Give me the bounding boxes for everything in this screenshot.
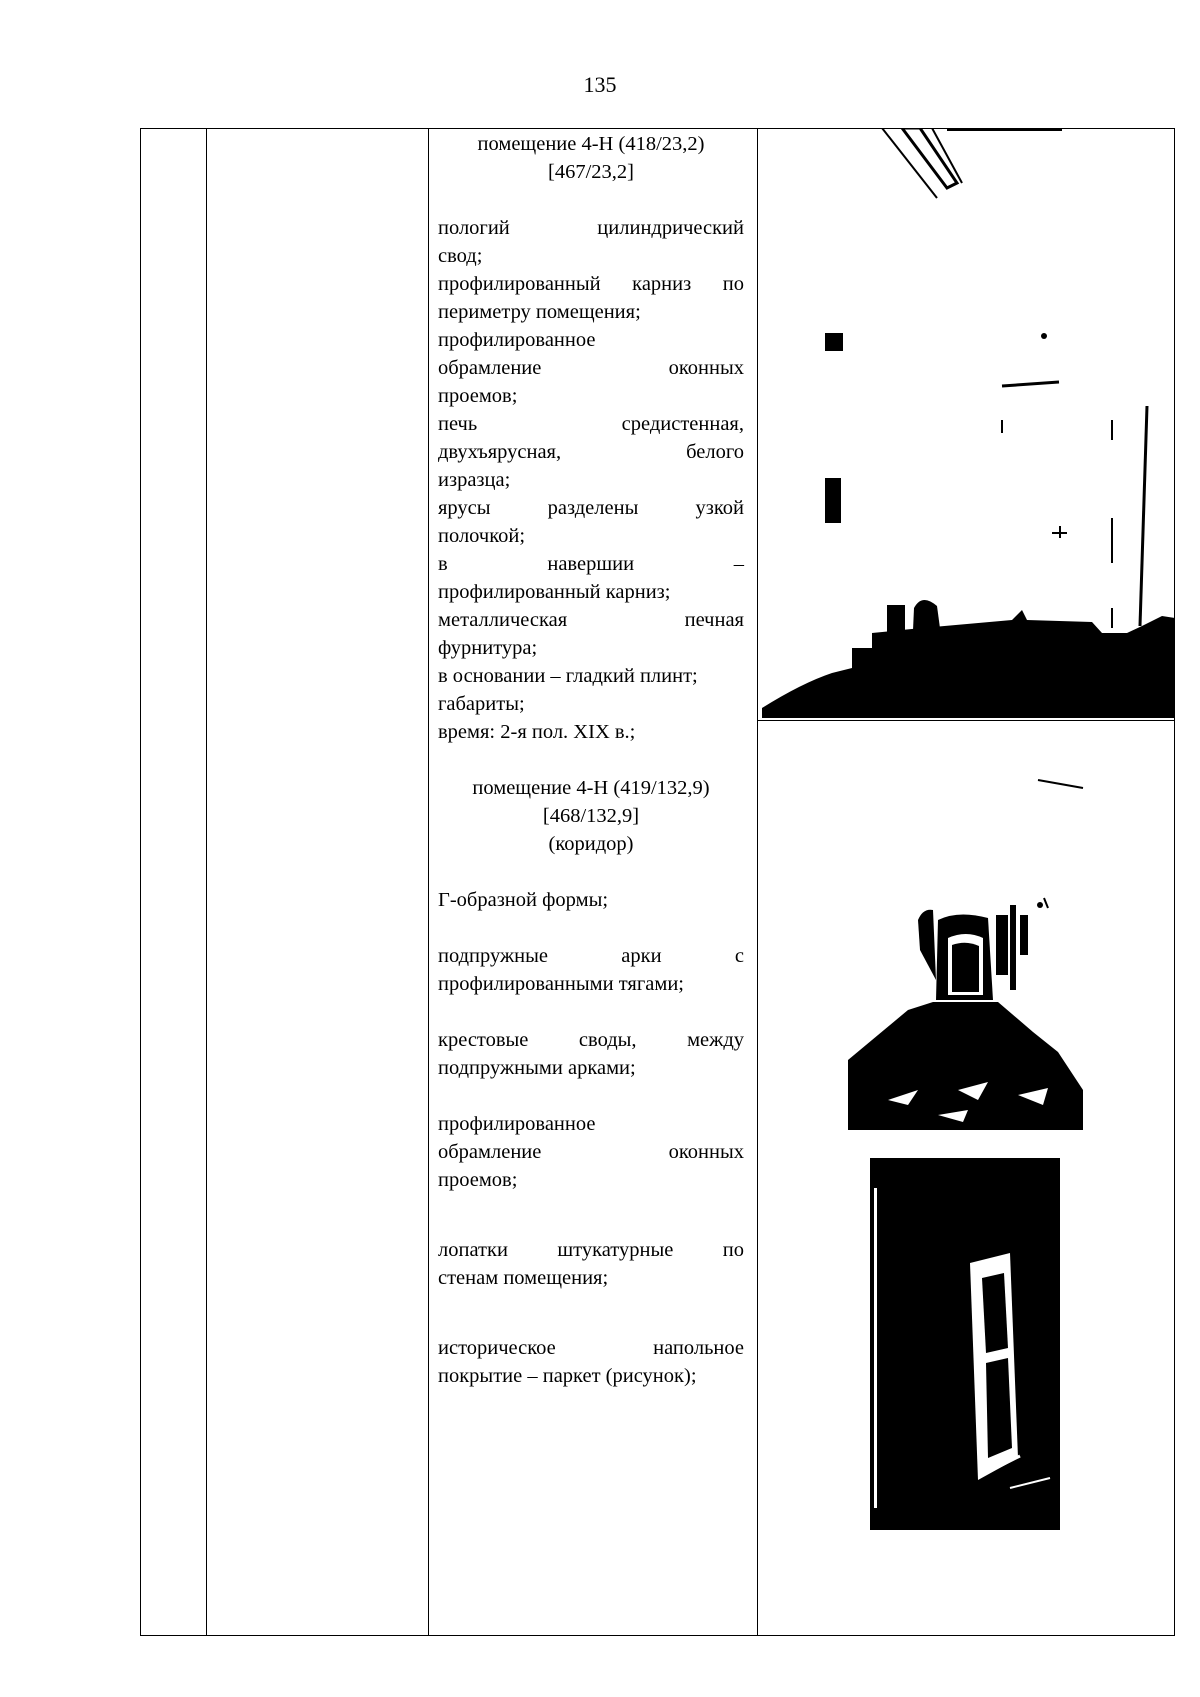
feature-item: профилированный карниз по периметру помещения;: [438, 273, 744, 323]
feature-item: подпружные арки с профилированными тягами;: [438, 945, 744, 995]
section1-features: [438, 214, 744, 746]
page-number: 135: [583, 72, 617, 97]
feature-item: ярусы разделены узкой полочкой;: [438, 497, 744, 547]
feature-item: крестовые своды, между подпружными арками;: [438, 1029, 744, 1079]
window-photo: [870, 1158, 1060, 1530]
feature-item: время: 2-я пол. XIX в.;: [438, 721, 636, 743]
feature-item: профилированное обрамление оконных проемов;: [438, 329, 744, 407]
row-divider-photo: [757, 720, 1175, 721]
section2-features: [438, 886, 744, 1390]
column-divider-3: [757, 128, 758, 1636]
feature-item: историческое напольное покрытие – паркет (рисунок);: [438, 1337, 744, 1387]
column-divider-2: [428, 128, 429, 1636]
feature-item: металлическая печная фурнитура;: [438, 609, 744, 659]
corridor-photo: [848, 770, 1088, 1130]
section1-heading: помещение 4-Н (418/23,2) [467/23,2]: [477, 133, 705, 183]
section2-heading: помещение 4-Н (419/132,9) [468/132,9] (коридор): [472, 777, 710, 855]
column-divider-1: [206, 128, 207, 1636]
feature-item: пологий цилиндрический свод;: [438, 217, 744, 267]
room-photo: [762, 128, 1175, 718]
description-column: [438, 130, 744, 1390]
feature-item: габариты;: [438, 693, 525, 715]
feature-item: лопатки штукатурные по стенам помещения;: [438, 1239, 744, 1289]
feature-item: профилированное обрамление оконных проемов;: [438, 1113, 744, 1191]
feature-item: в основании – гладкий плинт;: [438, 665, 698, 687]
feature-item: в навершии – профилированный карниз;: [438, 553, 744, 603]
feature-item: Г-образной формы;: [438, 889, 609, 911]
feature-item: печь средистенная, двухъярусная, белого изразца;: [438, 413, 744, 491]
